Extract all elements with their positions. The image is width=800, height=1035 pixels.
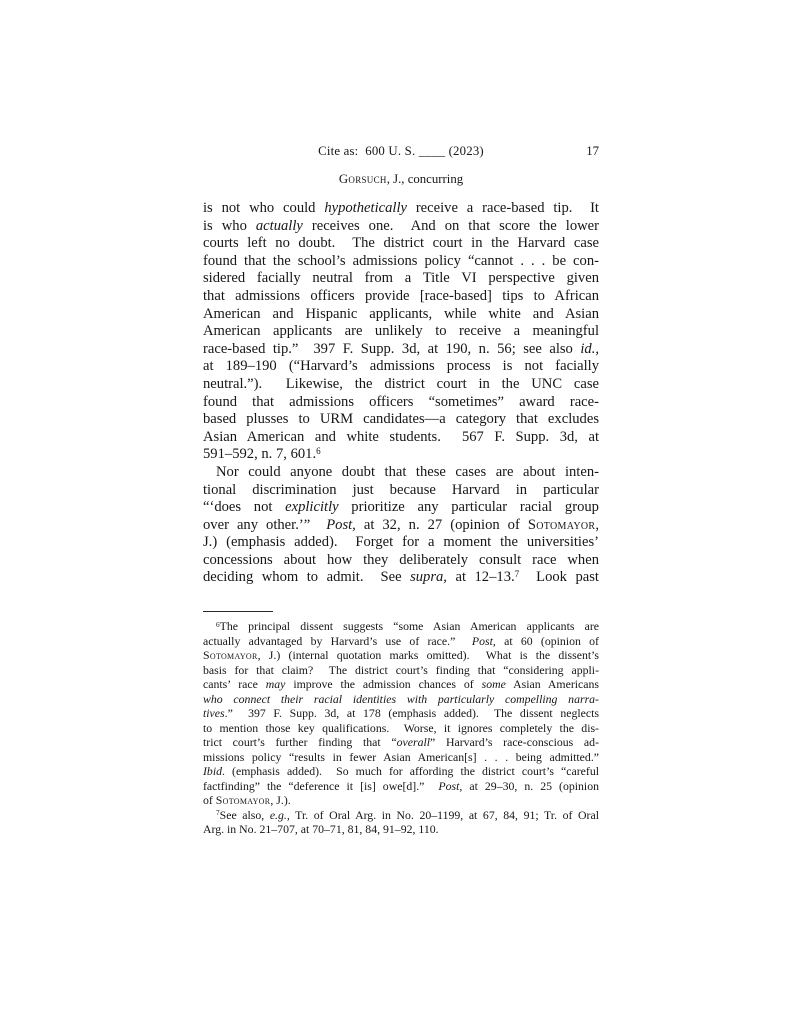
text-run: Sotomayor — [215, 793, 271, 808]
text-run: sidered facially neutral from a Title VI perspective given — [203, 270, 599, 287]
text-line — [203, 306, 599, 324]
text-line — [203, 429, 599, 447]
text-run: . (emphasis added). So much for affording the district court’s “careful — [222, 764, 599, 779]
text-line — [203, 323, 599, 341]
text-run: neutral.”). Likewise, the district court in the UNC case — [203, 375, 599, 392]
footnote-marker: 7 — [514, 569, 520, 580]
text-run: receives one. And on that score the lower — [302, 217, 599, 234]
text-run: is who — [203, 217, 256, 234]
text-run: tives — [203, 706, 225, 721]
text-run: over any other.’” — [203, 516, 327, 533]
text-run: 591–592, n. 7, 601. — [203, 446, 317, 463]
text-run: Gorsuch — [338, 172, 387, 186]
text-run: Arg. in No. 21–707, at 70–71, 81, 84, 91–92, 110. — [203, 822, 439, 837]
text-line — [203, 648, 599, 663]
text-line — [203, 411, 599, 429]
text-line — [203, 692, 599, 707]
text-line — [203, 482, 599, 500]
text-run: , — [595, 516, 600, 533]
text-run: missions policy “results in fewer Asian American[s] . . . being admitted.” — [203, 749, 599, 764]
text-line — [203, 764, 599, 779]
text-line — [203, 619, 599, 634]
text-line — [203, 517, 599, 535]
text-run: , J., concurring — [386, 172, 464, 186]
text-run: supra, — [410, 569, 447, 586]
text-run: prioritize any particular racial group — [338, 499, 599, 516]
text-line — [203, 218, 599, 236]
text-run: Ibid — [203, 764, 223, 779]
text-run: concessions about how they deliberately consult race when — [203, 551, 599, 568]
text-run: See also, — [219, 807, 270, 822]
footnote-6 — [203, 619, 599, 808]
text-line — [203, 663, 599, 678]
text-run: J.) (emphasis added). Forget for a moment the universities’ — [203, 534, 599, 551]
text-run: e.g., — [269, 807, 290, 822]
text-line — [203, 779, 599, 794]
text-run: found that admissions officers “sometimes” award race- — [203, 393, 599, 410]
text-run: deciding whom to admit. See — [203, 569, 411, 586]
text-run: at 29–30, n. 25 (opinion — [462, 778, 599, 793]
text-run: some — [481, 677, 506, 692]
text-run: Asian American and white students. 567 F. Supp. 3d, at — [203, 428, 599, 445]
footnote-marker: 7 — [216, 808, 220, 818]
text-line — [203, 464, 599, 482]
text-line — [203, 235, 599, 253]
text-line — [203, 822, 599, 837]
text-line — [203, 793, 599, 808]
text-line — [203, 750, 599, 765]
text-run: factfinding” the “deference it [is] owe[d].” — [203, 778, 439, 793]
text-run: .” 397 F. Supp. 3d, at 178 (emphasis added). The dissent neglects — [224, 706, 599, 721]
text-run: , J.) (internal quotation marks omitted). What is the dissent’s — [257, 648, 599, 663]
text-line — [203, 677, 599, 692]
text-run: trict court’s further finding that “ — [203, 735, 397, 750]
text-run: hypothetically — [324, 200, 407, 216]
page-number: 17 — [586, 144, 599, 158]
text-run: Post, — [471, 633, 496, 648]
text-run: Sotomayor — [527, 516, 596, 533]
text-run: courts left no doubt. The district court in the Harvard case — [203, 235, 599, 252]
text-run: basis for that claim? The district court’s finding that “considering appli- — [203, 662, 599, 677]
text-run: improve the admission chances of — [285, 677, 482, 692]
text-line — [203, 270, 599, 288]
text-run: at 189–190 (“Harvard’s admissions process is not facially — [203, 358, 599, 375]
text-run: Post, — [438, 778, 463, 793]
text-run: actually — [255, 217, 303, 234]
text-line — [203, 358, 599, 376]
text-run: based plusses to URM candidates—a category that excludes — [203, 411, 599, 428]
footnote-separator-rule — [203, 611, 273, 612]
opinion-body — [203, 200, 599, 587]
text-line — [203, 253, 599, 271]
text-line — [203, 499, 599, 517]
text-run: American and Hispanic applicants, while white and Asian — [203, 305, 599, 322]
text-line — [203, 808, 599, 823]
text-line — [203, 288, 599, 306]
text-line — [203, 569, 599, 587]
text-run: may — [265, 677, 286, 692]
text-run: Nor could anyone doubt that these cases are about inten- — [216, 463, 599, 480]
text-line — [203, 446, 599, 464]
text-run: who connect their racial identities with particularly compelling narra- — [203, 691, 599, 706]
text-run: that admissions officers provide [race-based] tips to African — [203, 287, 599, 304]
text-run: Post, — [326, 516, 356, 533]
footnote-marker: 6 — [316, 446, 321, 457]
text-line — [203, 341, 599, 359]
text-run: “‘does not — [203, 499, 286, 516]
text-line — [203, 706, 599, 721]
body-paragraph-1 — [203, 200, 599, 464]
text-line — [203, 376, 599, 394]
text-line — [203, 735, 599, 750]
text-run: Asian Americans — [505, 677, 599, 692]
text-run: , J.). — [270, 793, 291, 808]
footnotes-section — [203, 619, 599, 837]
text-run: is not who could — [203, 200, 325, 216]
text-run: explicitly — [285, 499, 339, 516]
text-run: to mention those key qualifications. Worse, it ignores completely the dis- — [203, 720, 599, 735]
page-content — [203, 144, 599, 837]
text-line — [203, 552, 599, 570]
text-run: overall — [396, 735, 431, 750]
text-run: id., — [580, 340, 599, 357]
text-run: at 32, n. 27 (opinion of — [355, 516, 528, 533]
text-line — [203, 394, 599, 412]
footnote-marker: 6 — [216, 619, 220, 629]
text-run: Look past — [519, 569, 599, 586]
text-run: found that the school’s admissions policy “cannot . . . be con- — [203, 252, 599, 269]
text-line — [203, 200, 599, 218]
text-run: tional discrimination just because Harvard in particular — [203, 481, 599, 498]
text-run: at 12–13. — [446, 569, 515, 586]
text-run: Sotomayor — [203, 648, 258, 663]
text-line — [203, 534, 599, 552]
running-head — [203, 144, 599, 159]
text-run: actually advantaged by Harvard’s use of race.” — [203, 633, 472, 648]
text-run: ” Harvard’s race-conscious ad- — [430, 735, 599, 750]
text-line — [203, 634, 599, 649]
citation-line: Cite as: 600 U. S. ____ (2023) — [318, 144, 484, 158]
text-run: The principal dissent suggests “some Asian American applicants are — [219, 619, 599, 634]
text-run: at 60 (opinion of — [495, 633, 599, 648]
text-line — [203, 721, 599, 736]
text-run: Tr. of Oral Arg. in No. 20–1199, at 67, 84, 91; Tr. of Oral — [289, 807, 599, 822]
text-run: race-based tip.” 397 F. Supp. 3d, at 190, n. 56; see also — [203, 340, 581, 357]
text-run: receive a race-based tip. It — [406, 200, 599, 216]
text-run: cants’ race — [203, 677, 266, 692]
text-run: of — [203, 793, 216, 808]
footnote-7 — [203, 808, 599, 837]
opinion-author-line — [203, 172, 599, 187]
body-paragraph-2 — [203, 464, 599, 587]
text-run: American applicants are unlikely to receive a meaningful — [203, 323, 599, 340]
